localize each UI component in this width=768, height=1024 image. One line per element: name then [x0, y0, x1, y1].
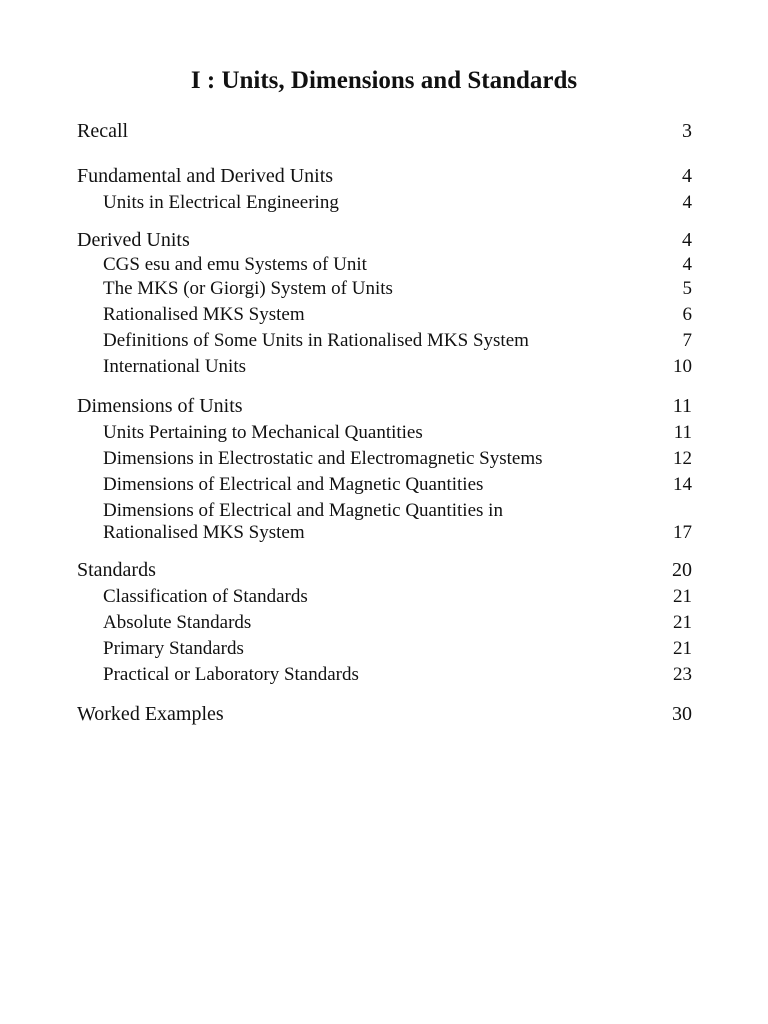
toc-subsection: [77, 662, 692, 688]
toc-page-number: 20: [672, 559, 692, 581]
toc-subsection: [77, 446, 692, 472]
toc-page-number: 17: [673, 522, 692, 543]
toc-subsection: [77, 190, 692, 216]
toc-page-number: 12: [673, 448, 692, 469]
toc-page-number: 10: [673, 356, 692, 377]
toc-subsection-label: Absolute Standards: [103, 612, 252, 633]
toc-subsection-label: Units in Electrical Engineering: [103, 192, 339, 213]
toc-page-number: 11: [672, 395, 692, 417]
toc-section-worked-examples: [77, 700, 692, 728]
toc-page-number: 4: [682, 192, 692, 213]
toc-page-number: 5: [682, 278, 692, 299]
toc-subsection: [77, 498, 692, 544]
toc-section-standards: [77, 556, 692, 584]
toc-page-number: 7: [682, 330, 692, 351]
toc-page-number: 11: [673, 422, 692, 443]
toc-section-label: Fundamental and Derived Units: [77, 165, 334, 187]
toc-subsection-label-wrapped: [103, 500, 668, 544]
toc-page-number: 14: [673, 474, 692, 495]
toc-page-number: 4: [682, 165, 692, 187]
toc-subsection: [77, 636, 692, 662]
toc-page-number: 30: [672, 703, 692, 725]
toc-subsection-label-line2: Rationalised MKS System: [103, 522, 305, 543]
toc-section-label: Recall: [77, 120, 129, 142]
toc-section-recall: [77, 116, 692, 146]
toc-subsection-label: The MKS (or Giorgi) System of Units: [103, 278, 393, 299]
toc-subsection-label: Dimensions of Electrical and Magnetic Quantities: [103, 474, 484, 495]
toc-subsection-label: Dimensions in Electrostatic and Electromagnetic Systems: [103, 448, 543, 469]
toc-subsection: [77, 328, 692, 354]
page-title: I : Units, Dimensions and Standards: [190, 67, 578, 94]
table-of-contents: [77, 116, 692, 728]
toc-subsection-label: Primary Standards: [103, 638, 244, 659]
toc-subsection-label: Units Pertaining to Mechanical Quantities: [103, 422, 423, 443]
toc-subsection-label: International Units: [103, 356, 246, 377]
toc-subsection: [77, 276, 692, 302]
toc-section-label: Dimensions of Units: [77, 395, 243, 417]
toc-subsection: [77, 354, 692, 380]
toc-subsection: [77, 254, 692, 276]
toc-subsection: [77, 302, 692, 328]
toc-subsection-label: Classification of Standards: [103, 586, 308, 607]
toc-subsection-label: CGS esu and emu Systems of Unit: [103, 254, 367, 275]
toc-subsection: [77, 420, 692, 446]
toc-subsection-label: Definitions of Some Units in Rationalised MKS System: [103, 330, 529, 351]
toc-section-label: Standards: [77, 559, 156, 581]
toc-subsection: [77, 610, 692, 636]
toc-page-number: 6: [682, 304, 692, 325]
toc-section-derived-units: [77, 226, 692, 254]
toc-section-fundamental-derived-units: [77, 162, 692, 190]
toc-subsection-label-line1: Dimensions of Electrical and Magnetic Quantities in: [103, 500, 503, 521]
toc-page-number: 21: [673, 612, 692, 633]
toc-subsection-label: Practical or Laboratory Standards: [103, 664, 359, 685]
toc-page-number: 23: [673, 664, 692, 685]
toc-page-number: 4: [682, 254, 692, 275]
toc-section-label: Derived Units: [77, 229, 190, 251]
toc-page-number: 21: [673, 586, 692, 607]
toc-page-number: 21: [673, 638, 692, 659]
toc-subsection-label: Rationalised MKS System: [103, 304, 305, 325]
toc-section-dimensions-of-units: [77, 392, 692, 420]
toc-subsection: [77, 472, 692, 498]
toc-subsection: [77, 584, 692, 610]
toc-section-label: Worked Examples: [77, 703, 224, 725]
toc-page-number: 4: [682, 229, 692, 251]
toc-page-number: 3: [682, 120, 692, 142]
